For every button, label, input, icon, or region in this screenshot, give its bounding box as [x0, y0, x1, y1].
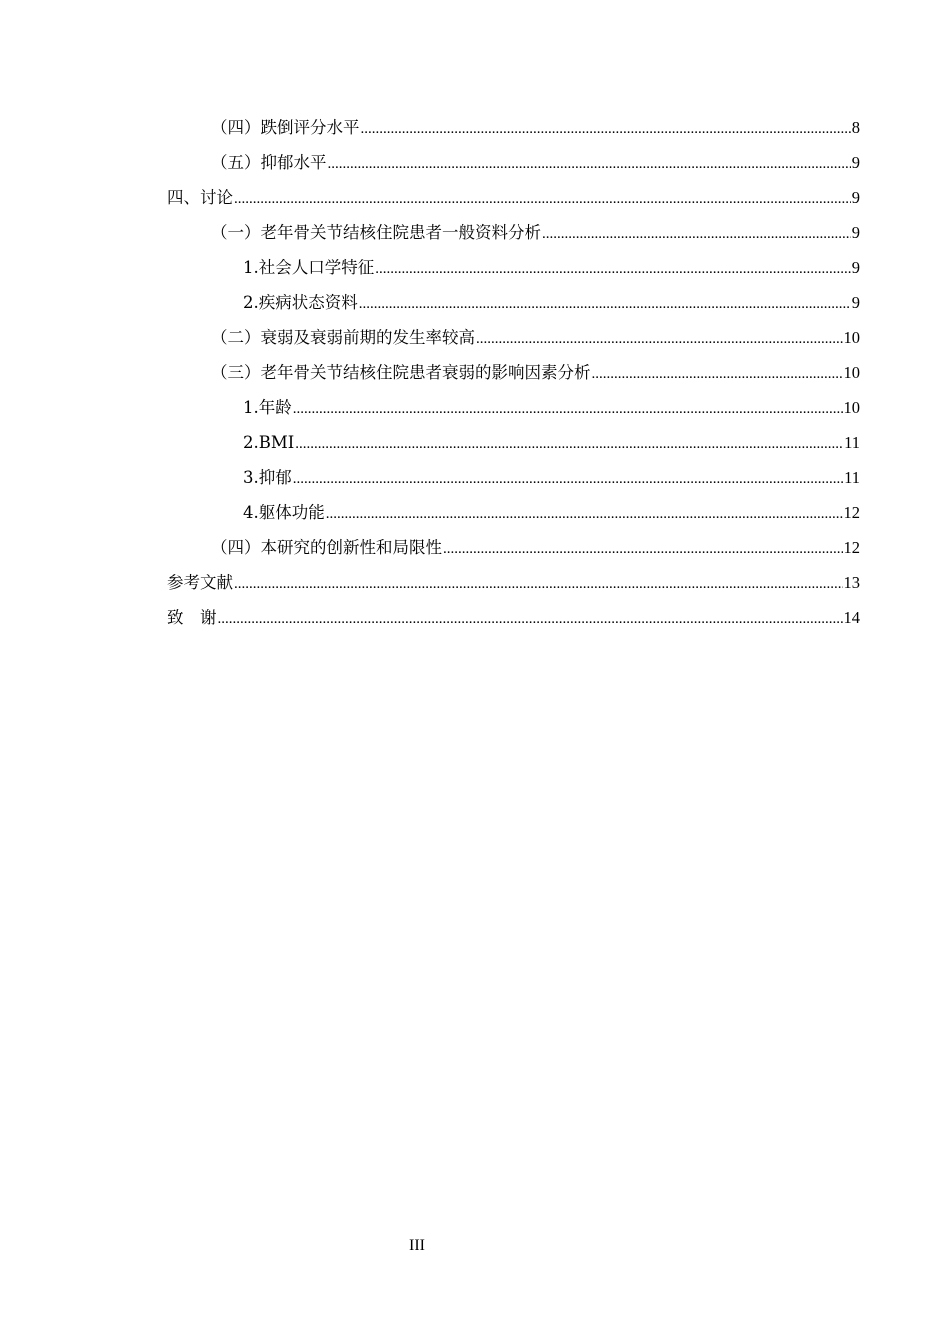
toc-entry[interactable] — [167, 320, 860, 355]
toc-leader-dots — [328, 147, 851, 182]
toc-entry-page: 14 — [843, 608, 860, 627]
toc-leader-dots — [218, 602, 843, 637]
toc-entry[interactable] — [167, 565, 860, 600]
toc-entry[interactable] — [167, 460, 860, 495]
toc-entry-title: 4.躯体功能 — [243, 503, 325, 522]
toc-leader-dots — [295, 427, 843, 462]
toc-entry-page: 9 — [851, 223, 860, 242]
toc-entry-title: 2.BMI — [243, 433, 295, 452]
toc-entry-page: 11 — [844, 433, 860, 452]
toc-entry-title: 2.疾病状态资料 — [243, 293, 358, 312]
toc-leader-dots — [443, 532, 843, 567]
toc-entry-title: （一）老年骨关节结核住院患者一般资料分析 — [211, 223, 541, 242]
toc-entry[interactable] — [167, 530, 860, 565]
toc-leader-dots — [326, 497, 843, 532]
toc-entry-page: 11 — [844, 468, 860, 487]
toc-entry-title: 3.抑郁 — [243, 468, 292, 487]
toc-entry-title: 1.社会人口学特征 — [243, 258, 375, 277]
toc-entry[interactable] — [167, 355, 860, 390]
toc-entry-title: （三）老年骨关节结核住院患者衰弱的影响因素分析 — [211, 363, 591, 382]
toc-leader-dots — [234, 182, 851, 217]
toc-entry-title: （四）跌倒评分水平 — [211, 118, 360, 137]
toc-leader-dots — [359, 287, 851, 322]
toc-entry-page: 9 — [851, 293, 860, 312]
toc-leader-dots — [293, 392, 843, 427]
toc-leader-dots — [476, 322, 843, 357]
toc-entry-title: （二）衰弱及衰弱前期的发生率较高 — [211, 328, 475, 347]
toc-entry[interactable] — [167, 285, 860, 320]
toc-entry-page: 10 — [843, 363, 860, 382]
toc-entry-page: 9 — [851, 188, 860, 207]
toc-entry-title: 参考文献 — [167, 573, 233, 592]
toc-leader-dots — [375, 252, 851, 287]
toc-entry[interactable] — [167, 180, 860, 215]
toc-entry-page: 12 — [843, 538, 860, 557]
toc-entry[interactable] — [167, 145, 860, 180]
toc-entry[interactable] — [167, 600, 860, 635]
toc-leader-dots — [293, 462, 843, 497]
toc-entry-title: 四、讨论 — [167, 188, 233, 207]
toc-leader-dots — [542, 217, 851, 252]
toc-entry-page: 10 — [843, 398, 860, 417]
toc-entry-title: （四）本研究的创新性和局限性 — [211, 538, 442, 557]
toc-entry-page: 13 — [843, 573, 860, 592]
toc-entry-title: （五）抑郁水平 — [211, 153, 327, 172]
toc-entry[interactable] — [167, 495, 860, 530]
toc-entry[interactable] — [167, 215, 860, 250]
toc-entry[interactable] — [167, 250, 860, 285]
toc-entry-page: 10 — [843, 328, 860, 347]
toc-leader-dots — [234, 567, 843, 602]
toc-entry-title: 1.年龄 — [243, 398, 292, 417]
toc-leader-dots — [592, 357, 843, 392]
toc-entry-page: 9 — [851, 153, 860, 172]
toc-entry-page: 9 — [851, 258, 860, 277]
toc-entry[interactable] — [167, 390, 860, 425]
toc-entry[interactable] — [167, 425, 860, 460]
toc-entry-title: 致 谢 — [167, 608, 217, 627]
toc-entry-page: 12 — [843, 503, 860, 522]
page-number: III — [409, 1237, 425, 1254]
toc-leader-dots — [361, 112, 851, 147]
toc-entry-page: 8 — [851, 118, 860, 137]
table-of-contents — [167, 110, 860, 635]
toc-entry[interactable] — [167, 110, 860, 145]
